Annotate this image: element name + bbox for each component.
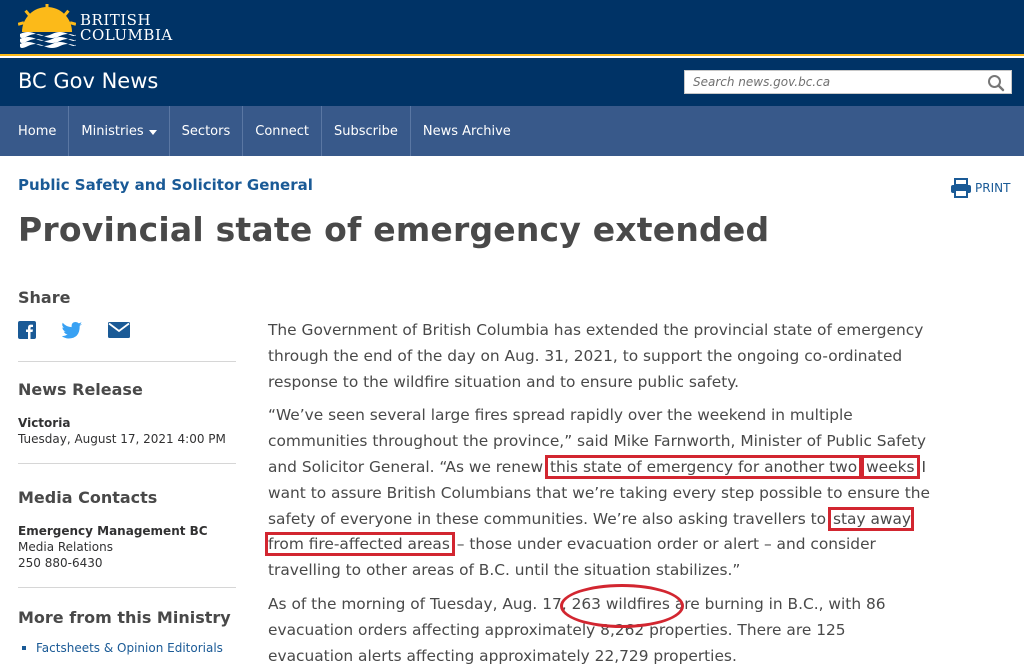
sidebar xyxy=(18,288,236,655)
contact-phone[interactable]: 250 880-6430 xyxy=(18,556,103,570)
p2-text-a: “We’ve seen several large fires spread rapidly over the weekend in multiple communities throughout the province,” said Mike Farnworth, Minister of Public Safety and Solicitor General. “As we renew xyxy=(268,406,927,476)
release-date: Tuesday, August 17, 2021 4:00 PM xyxy=(18,432,226,446)
media-contacts-heading: Media Contacts xyxy=(18,488,158,507)
sidebar-divider xyxy=(18,587,236,588)
search-icon[interactable] xyxy=(987,74,1005,92)
sun-logo-icon xyxy=(18,4,76,48)
nav-connect[interactable] xyxy=(243,106,322,156)
highlight-box-weeks: weeks xyxy=(866,457,915,476)
email-icon[interactable] xyxy=(108,322,130,342)
nav-home-label: Home xyxy=(18,123,57,139)
bullet-icon xyxy=(22,646,26,650)
logo-line-1: BRITISH xyxy=(80,11,152,29)
news-release-heading: News Release xyxy=(18,380,143,399)
nav-ministries-label: Ministries xyxy=(81,123,144,139)
factsheets-link-label: Factsheets & Opinion Editorials xyxy=(36,641,223,655)
site-title[interactable]: BC Gov News xyxy=(18,69,159,93)
print-label: PRINT xyxy=(975,181,1011,195)
search-box[interactable] xyxy=(684,70,1012,94)
nav-sectors[interactable] xyxy=(170,106,244,156)
ministry-link[interactable]: Public Safety and Solicitor General xyxy=(18,176,313,194)
share-heading: Share xyxy=(18,288,71,307)
highlight-box-emergency: this state of emergency for another two xyxy=(549,457,858,476)
share-icons xyxy=(18,321,236,343)
contact-role: Media Relations xyxy=(18,540,113,554)
nav-sectors-label: Sectors xyxy=(181,123,231,139)
nav-home[interactable] xyxy=(0,106,69,156)
nav-subscribe-label: Subscribe xyxy=(334,123,398,139)
highlight-box-stay-away: stay away from fire-affected areas xyxy=(268,509,912,554)
chevron-down-icon xyxy=(149,130,157,135)
article-paragraph-3 xyxy=(268,592,933,669)
sidebar-divider xyxy=(18,463,236,464)
print-button[interactable] xyxy=(950,178,1010,198)
search-input[interactable] xyxy=(685,71,975,93)
facebook-icon[interactable] xyxy=(18,321,36,343)
more-from-ministry-heading: More from this Ministry xyxy=(18,608,231,627)
highlight-circle-wildfires: 263 wildfires xyxy=(572,592,670,618)
main-nav xyxy=(0,106,1024,156)
logo-line-2: COLUMBIA xyxy=(80,26,173,44)
factsheets-link[interactable] xyxy=(18,641,236,655)
p2-text-d: I want to assure British Columbians that we’re taking every step possible to ensure the safety of everyone in these communities. We’re also asking travellers to xyxy=(268,457,931,528)
twitter-icon[interactable] xyxy=(62,322,82,343)
contact-org: Emergency Management BC xyxy=(18,524,208,538)
p3-text-c: are burning in B.C., with 86 evacuation orders affecting approximately 8,262 properties. There are 125 evacuation alerts affecting approximately 22,729 properties. xyxy=(268,594,886,665)
printer-icon xyxy=(950,178,972,198)
nav-news-archive-label: News Archive xyxy=(422,123,511,139)
release-location: Victoria xyxy=(18,416,71,430)
article-paragraph-1: The Government of British Columbia has extended the provincial state of emergency through the end of the day on Aug. 31, 2021, to support the ongoing co-ordinated response to the wildfire situation and to ensure public safety. xyxy=(268,321,924,391)
nav-ministries[interactable] xyxy=(69,106,169,156)
nav-subscribe[interactable] xyxy=(322,106,411,156)
bc-logo-text xyxy=(80,13,173,43)
page-title: Provincial state of emergency extended xyxy=(18,210,770,249)
bc-logo[interactable] xyxy=(18,4,173,50)
nav-connect-label: Connect xyxy=(255,123,310,139)
brand-bar xyxy=(0,0,1024,56)
site-header xyxy=(0,58,1024,106)
sidebar-divider xyxy=(18,361,236,362)
p3-text-a: As of the morning of Tuesday, Aug. 17, xyxy=(268,594,572,613)
article-paragraph-2 xyxy=(268,403,933,584)
nav-news-archive[interactable] xyxy=(411,106,523,156)
p2-text-f: – those under evacuation order or alert – and consider travelling to other areas of B.C. until the situation stabilizes.” xyxy=(268,535,876,580)
article-body xyxy=(268,318,933,670)
